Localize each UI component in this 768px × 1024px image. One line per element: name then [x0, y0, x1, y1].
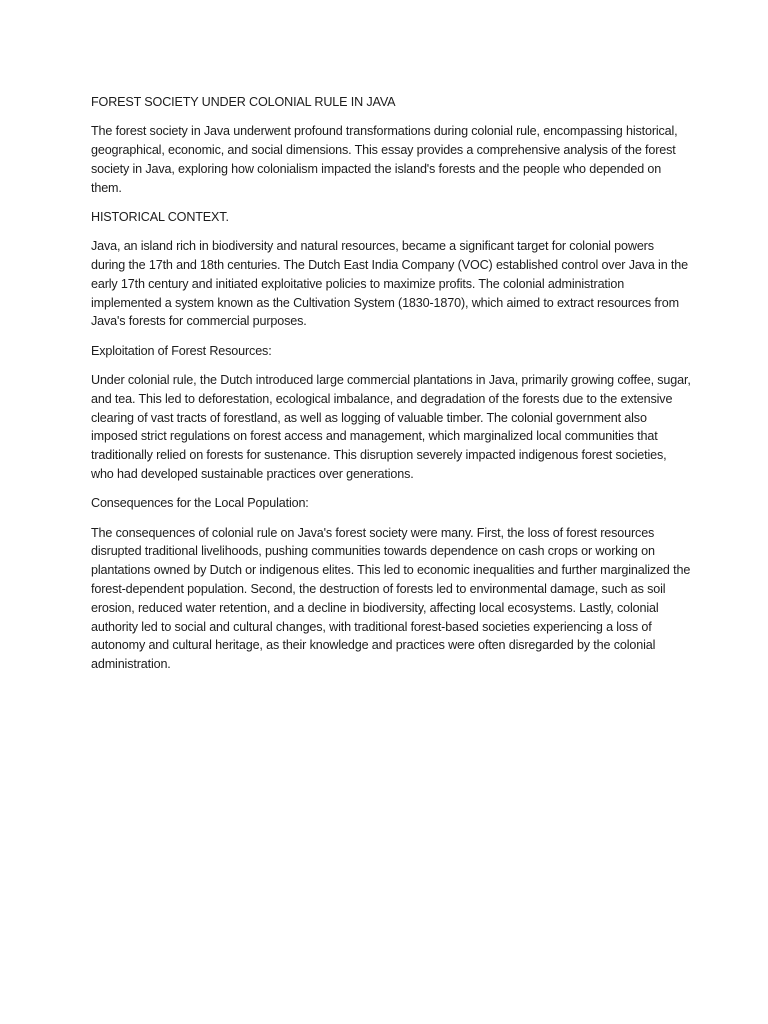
section-body-exploitation: Under colonial rule, the Dutch introduced large commercial plantations in Java, primarily growing coffee, sugar, and tea. This led to deforestation, ecological imbalance, and degradation of the forests due to the extensive clearing of vast tracts of forestland, as well as logging of valuable timber. The colonial government also imposed strict regulations on forest access and management, which marginalized local communities that traditionally relied on forests for sustenance. This disruption severely impacted indigenous forest societies, who had developed sustainable practices over generations. [91, 373, 691, 482]
section-body-consequences: The consequences of colonial rule on Java's forest society were many. First, the loss of forest resources disrupted traditional livelihoods, pushing communities towards dependence on cash crops or working on plantations owned by Dutch or indigenous elites. This led to economic inequalities and further marginalized the forest-dependent population. Second, the destruction of forests led to environmental damage, such as soil erosion, reduced water retention, and a decline in biodiversity, affecting local ecosystems. Lastly, colonial authority led to social and cultural changes, with traditional forest-based societies experiencing a loss of autonomy and cultural heritage, as their knowledge and practices were often disregarded by the colonial administration. [91, 525, 691, 672]
intro-paragraph: The forest society in Java underwent profound transformations during colonial rule, encompassing historical, geographical, economic, and social dimensions. This essay provides a comprehensive analysis of the forest society in Java, exploring how colonialism impacted the island's forests and the people who depended on them. [91, 124, 678, 195]
section-heading-exploitation: Exploitation of Forest Resources: [91, 343, 272, 358]
section-body-historical-context: Java, an island rich in biodiversity and natural resources, became a significant target for colonial powers during the 17th and 18th centuries. The Dutch East India Company (VOC) established control over Java in the early 17th century and initiated exploitative policies to maximize profits. The colonial administration implemented a system known as the Cultivation System (1830-1870), which aimed to extract resources from Java's forests for commercial purposes. [91, 239, 688, 329]
section-heading-historical-context: HISTORICAL CONTEXT. [91, 209, 229, 224]
document-body [91, 93, 691, 685]
document-title: FOREST SOCIETY UNDER COLONIAL RULE IN JAVA [91, 95, 396, 109]
section-heading-consequences: Consequences for the Local Population: [91, 496, 309, 511]
